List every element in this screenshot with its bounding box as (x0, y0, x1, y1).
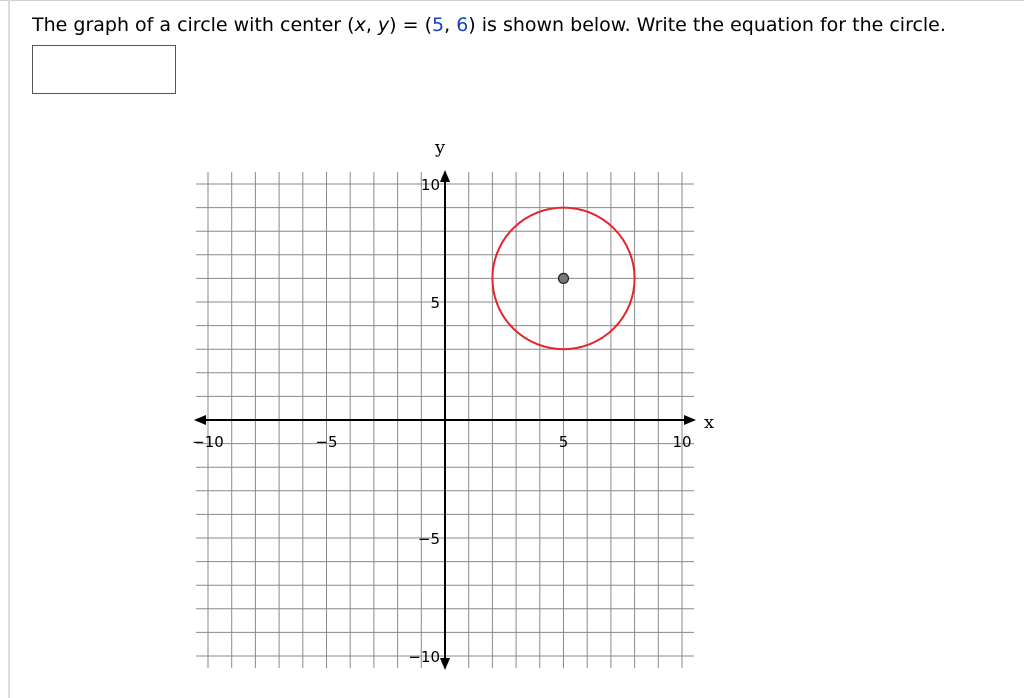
question-part: ) is shown below. Write the equation for the circle. (468, 14, 946, 36)
y-axis-arrow-up-icon (440, 170, 450, 182)
x-axis-label: x (704, 412, 715, 433)
question-part: The graph of a circle with center ( (32, 14, 355, 36)
center-x-value: 5 (432, 14, 445, 36)
question-part: , (365, 14, 378, 36)
y-tick-label: −10 (408, 648, 440, 666)
x-tick-label: 5 (558, 433, 569, 451)
x-axis-arrow-right-icon (684, 415, 696, 425)
x-tick-label: −5 (315, 433, 338, 451)
y-tick-label: −5 (417, 530, 440, 548)
axes (194, 170, 696, 670)
y-axis-label: y (435, 137, 446, 158)
center-y-value: 6 (456, 14, 469, 36)
y-tick-label: 10 (420, 176, 440, 194)
y-tick-label: 5 (430, 294, 440, 312)
question-part: ) = ( (389, 14, 432, 36)
question-var-x: x (354, 14, 366, 36)
x-axis-arrow-left-icon (194, 415, 206, 425)
question-part: , (444, 14, 457, 36)
y-axis-arrow-down-icon (440, 658, 450, 670)
x-tick-label: −10 (192, 433, 224, 451)
center-point (559, 273, 569, 283)
question-var-y: y (377, 14, 390, 36)
x-tick-label: 10 (672, 433, 692, 451)
